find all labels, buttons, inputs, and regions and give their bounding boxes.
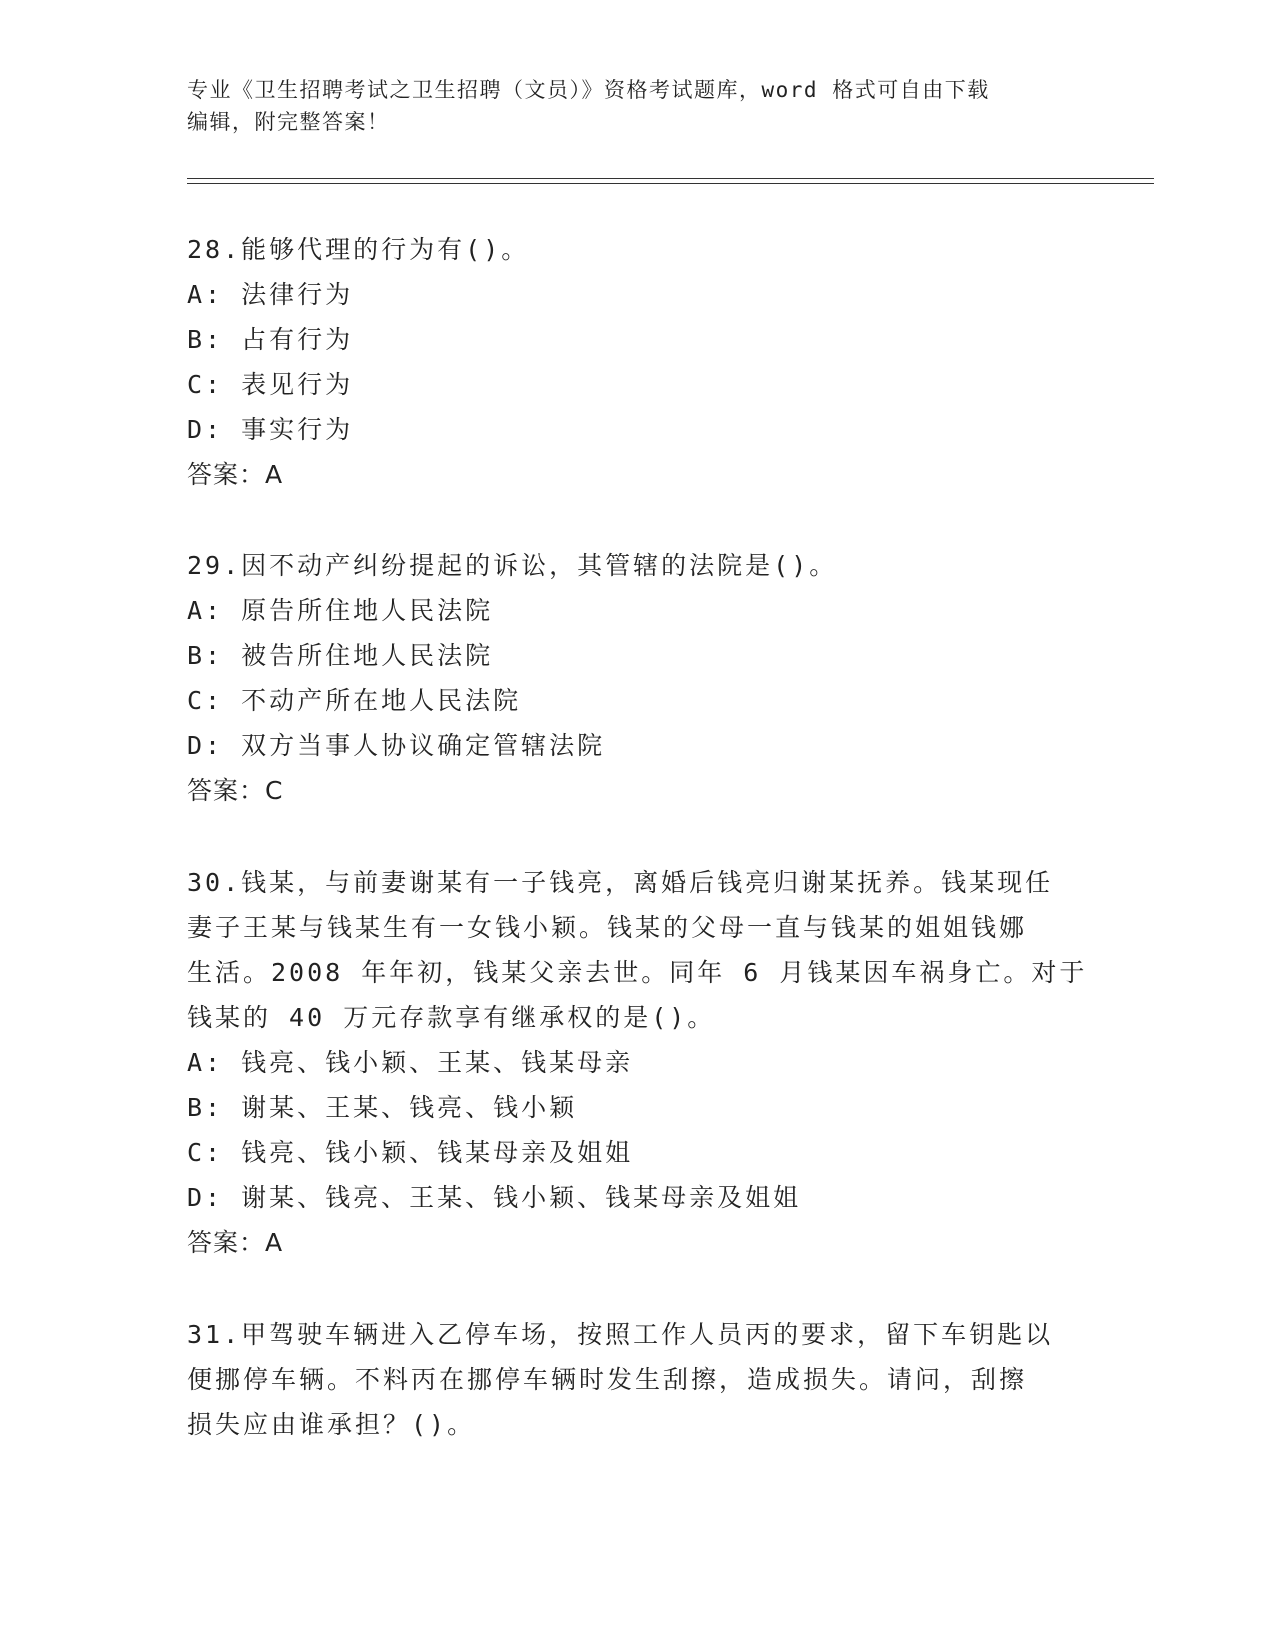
answer: 答案：A (187, 1228, 284, 1257)
option-b: B: 占有行为 (187, 325, 354, 354)
option-c: C: 钱亮、钱小颖、钱某母亲及姐姐 (187, 1138, 634, 1167)
header-line-1: 专业《卫生招聘考试之卫生招聘（文员）》资格考试题库，word 格式可自由下载 (187, 78, 990, 102)
question-text: 29.因不动产纠纷提起的诉讼，其管辖的法院是()。 (187, 551, 838, 580)
option-b: B: 谢某、王某、钱亮、钱小颖 (187, 1093, 578, 1122)
option-a: A: 钱亮、钱小颖、王某、钱某母亲 (187, 1048, 634, 1077)
option-d: D: 谢某、钱亮、王某、钱小颖、钱某母亲及姐姐 (187, 1183, 802, 1212)
header-rule-thick (187, 183, 1154, 184)
option-c: C: 表见行为 (187, 370, 354, 399)
header-line-2: 编辑，附完整答案！ (187, 110, 390, 134)
question-text-line-1: 31.甲驾驶车辆进入乙停车场，按照工作人员丙的要求，留下车钥匙以 (187, 1320, 1054, 1349)
option-a: A: 法律行为 (187, 280, 354, 309)
option-d: D: 事实行为 (187, 415, 354, 444)
question-28 (187, 227, 1087, 497)
question-text-line-2: 便挪停车辆。不料丙在挪停车辆时发生刮擦，造成损失。请问，刮擦 (187, 1365, 1028, 1394)
option-a: A: 原告所住地人民法院 (187, 596, 494, 625)
question-text-line-4: 钱某的 40 万元存款享有继承权的是()。 (187, 1003, 716, 1032)
answer: 答案：C (187, 776, 284, 805)
question-text-line-2: 妻子王某与钱某生有一女钱小颖。钱某的父母一直与钱某的姐姐钱娜 (187, 913, 1028, 942)
header-rule-thin (187, 178, 1154, 179)
question-text-line-3: 损失应由谁承担？()。 (187, 1410, 476, 1439)
option-c: C: 不动产所在地人民法院 (187, 686, 522, 715)
question-text-line-3: 生活。2008 年年初，钱某父亲去世。同年 6 月钱某因车祸身亡。对于 (187, 958, 1088, 987)
question-text-line-1: 30.钱某，与前妻谢某有一子钱亮，离婚后钱亮归谢某抚养。钱某现任 (187, 868, 1054, 897)
answer: 答案：A (187, 460, 284, 489)
question-29 (187, 543, 1087, 813)
question-text: 28.能够代理的行为有()。 (187, 235, 530, 264)
option-d: D: 双方当事人协议确定管辖法院 (187, 731, 606, 760)
document-header (187, 74, 1067, 138)
question-30 (187, 860, 1087, 1265)
option-b: B: 被告所住地人民法院 (187, 641, 494, 670)
question-31 (187, 1312, 1087, 1447)
